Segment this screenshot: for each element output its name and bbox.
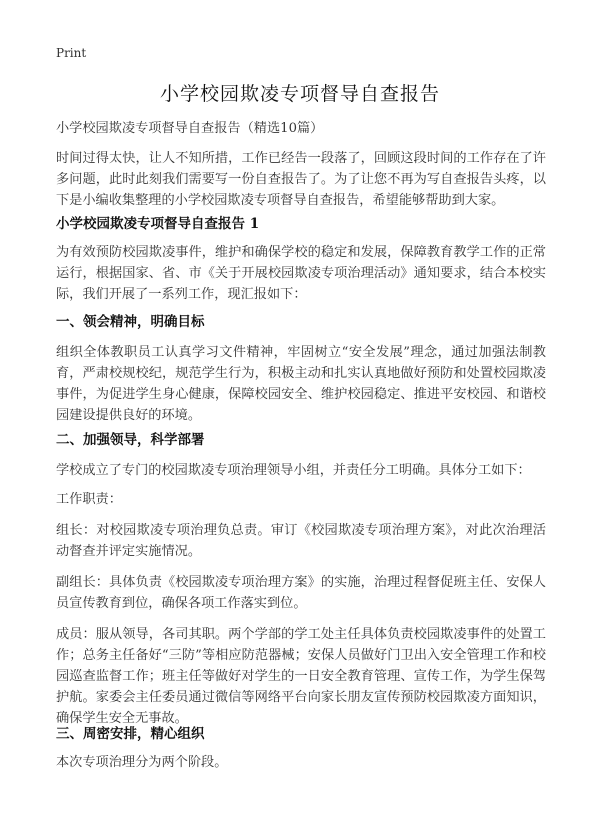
print-link[interactable]: Print bbox=[56, 46, 87, 60]
members-paragraph: 成员：服从领导，各司其职。两个学部的学工处主任具体负责校园欺凌事件的处置工作；总务主任备好“三防”等相应防范器械；安保人员做好门卫出入安全管理工作和校园巡查监督工作；班主任等做好对学生的一日安全教育管理、宣传工作，为学生保驾护航。家委会主任委员通过微信等网络平台向家长朋友宣传预防校园欺凌方面知识，确保学生安全无事故。 bbox=[56, 627, 546, 726]
report-heading: 小学校园欺凌专项督导自查报告 1 bbox=[56, 216, 260, 232]
report-intro-paragraph: 为有效预防校园欺凌事件，维护和确保学校的稳定和发展，保障教育教学工作的正常运行，根据国家、省、市《关于开展校园欺凌专项治理活动》通知要求，结合本校实际，我们开展了一系列工作，现汇报如下： bbox=[56, 245, 546, 302]
section-heading-1: 一、领会精神，明确目标 bbox=[56, 314, 205, 330]
section-3-paragraph: 本次专项治理分为两个阶段。 bbox=[56, 755, 228, 770]
duties-label: 工作职责： bbox=[56, 492, 122, 507]
section-2-paragraph: 学校成立了专门的校园欺凌专项治理领导小组，并责任分工明确。具体分工如下： bbox=[56, 463, 531, 478]
section-1-paragraph: 组织全体教职员工认真学习文件精神，牢固树立“安全发展”理念，通过加强法制教育，严肃校规校纪，规范学生行为，积极主动和扎实认真地做好预防和处置校园欺凌事件，为促进学生身心健康，保障校园安全、维护校园稳定、推进平安校园、和谐校园建设提供良好的环境。 bbox=[56, 345, 546, 423]
document-subtitle: 小学校园欺凌专项督导自查报告（精选10篇） bbox=[56, 121, 324, 136]
deputy-paragraph: 副组长：具体负责《校园欺凌专项治理方案》的实施，治理过程督促班主任、安保人员宣传教育到位，确保各项工作落实到位。 bbox=[56, 575, 546, 611]
section-heading-2: 二、加强领导，科学部署 bbox=[56, 432, 205, 448]
intro-paragraph: 时间过得太快，让人不知所措，工作已经告一段落了，回顾这段时间的工作存在了许多问题，此时此刻我们需要写一份自查报告了。为了让您不再为写自查报告头疼，以下是小编收集整理的小学校园欺凌专项督导自查报告，希望能够帮助到大家。 bbox=[56, 151, 546, 208]
section-heading-3: 三、周密安排，精心组织 bbox=[56, 726, 205, 742]
document-title: 小学校园欺凌专项督导自查报告 bbox=[159, 83, 440, 105]
leader-paragraph: 组长：对校园欺凌专项治理负总责。审订《校园欺凌专项治理方案》，对此次治理活动督查并评定实施情况。 bbox=[56, 523, 546, 559]
